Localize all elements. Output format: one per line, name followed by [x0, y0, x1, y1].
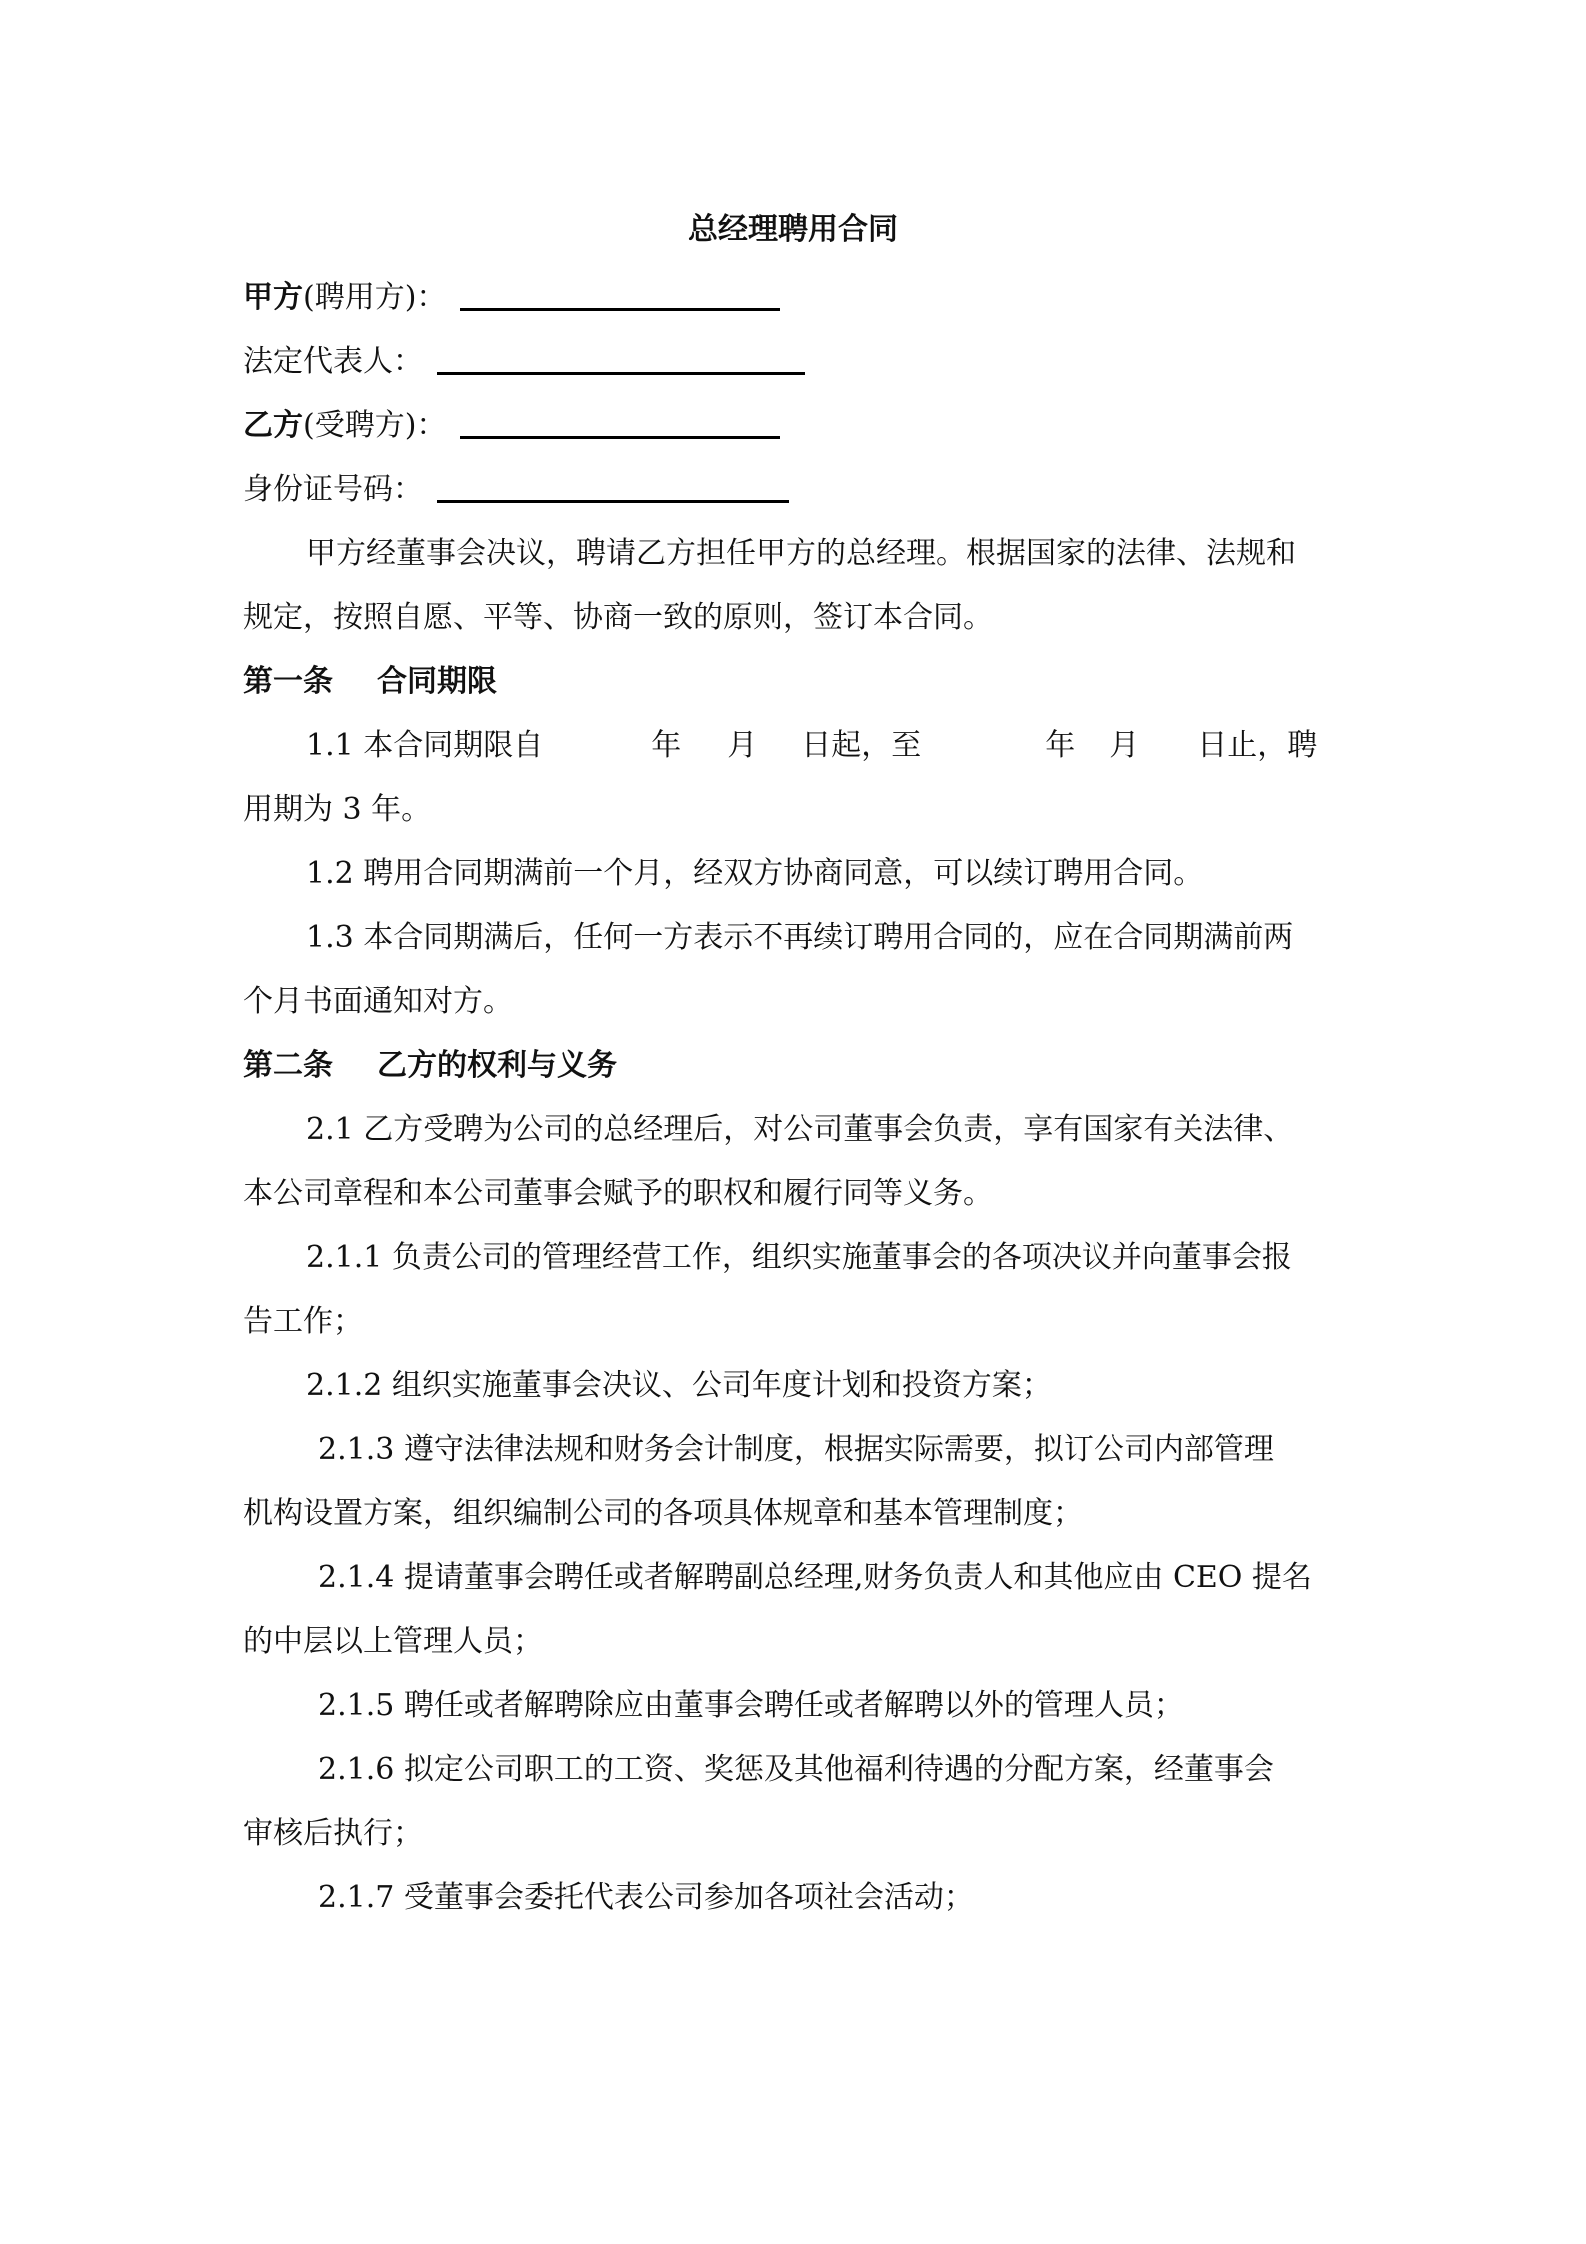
clause-1-2: 1.2 聘用合同期满前一个月，经双方协商同意，可以续订聘用合同。 [306, 856, 1204, 891]
clause-2-1-line-1: 2.1 乙方受聘为公司的总经理后，对公司董事会负责，享有国家有关法律、 [306, 1112, 1294, 1147]
field-legal-rep-label: 法定代表人： [243, 344, 423, 379]
clause-2-1-4-line-2: 的中层以上管理人员； [243, 1624, 543, 1659]
clause-1-1-tail: 聘 [1287, 728, 1318, 763]
clause-2-1-6-line-1: 2.1.6 拟定公司职工的工资、奖惩及其他福利待遇的分配方案，经董事会 [318, 1752, 1274, 1787]
section-2-heading [243, 1034, 1353, 1098]
clause-1-1-prefix: 1.1 本合同期限自 [306, 728, 544, 763]
field-party-a-label: (聘用方)： [303, 280, 447, 315]
id-number-blank[interactable] [437, 470, 789, 503]
clause-1-1-line-1 [243, 714, 1416, 778]
clause-2-1-6-line-2: 审核后执行； [243, 1816, 423, 1851]
field-id-number-label: 身份证号码： [243, 472, 423, 507]
clause-2-1-5: 2.1.5 聘任或者解聘除应由董事会聘任或者解聘以外的管理人员； [318, 1688, 1184, 1723]
clause-2-1-2: 2.1.2 组织实施董事会决议、公司年度计划和投资方案； [306, 1368, 1052, 1403]
field-party-a-label-bold: 甲方 [243, 280, 303, 315]
field-party-b [243, 394, 1353, 458]
clause-1-3-line-2: 个月书面通知对方。 [243, 984, 513, 1019]
start-year-unit: 年 [651, 728, 682, 763]
clause-1-3-line-1: 1.3 本合同期满后，任何一方表示不再续订聘用合同的，应在合同期满前两 [306, 920, 1294, 955]
clause-2-1-line-2: 本公司章程和本公司董事会赋予的职权和履行同等义务。 [243, 1176, 993, 1211]
clause-2-1-3-line-1: 2.1.3 遵守法律法规和财务会计制度，根据实际需要，拟订公司内部管理 [318, 1432, 1274, 1467]
clause-2-1-4-line-1: 2.1.4 提请董事会聘任或者解聘副总经理,财务负责人和其他应由 CEO 提名 [318, 1560, 1312, 1595]
start-day-unit: 日起， [801, 728, 892, 763]
intro-line-2: 规定，按照自愿、平等、协商一致的原则，签订本合同。 [243, 600, 993, 635]
section-2-title: 乙方的权利与义务 [377, 1048, 617, 1083]
clause-2-1-3-line-2: 机构设置方案，组织编制公司的各项具体规章和基本管理制度； [243, 1496, 1083, 1531]
end-year-unit: 年 [1045, 728, 1076, 763]
clause-2-1-1-line-1: 2.1.1 负责公司的管理经营工作，组织实施董事会的各项决议并向董事会报 [306, 1240, 1292, 1275]
clause-2-1-1-line-2: 告工作； [243, 1304, 363, 1339]
section-2-number: 第二条 [243, 1048, 333, 1083]
end-month-unit: 月 [1109, 728, 1140, 763]
party-a-blank[interactable] [460, 278, 780, 311]
section-1-title: 合同期限 [377, 664, 497, 699]
document-title: 总经理聘用合同 [688, 212, 898, 247]
clause-2-1-7: 2.1.7 受董事会委托代表公司参加各项社会活动； [318, 1880, 974, 1915]
field-party-a [243, 266, 1353, 330]
to-label: 至 [891, 728, 922, 763]
section-1-number: 第一条 [243, 664, 333, 699]
clause-1-1-line-2: 用期为 3 年。 [243, 792, 432, 827]
end-day-unit: 日止， [1197, 728, 1288, 763]
party-b-blank[interactable] [460, 406, 780, 439]
field-party-b-label-bold: 乙方 [243, 408, 303, 443]
field-legal-rep [243, 330, 1353, 394]
field-id-number [243, 458, 1353, 522]
section-1-heading [243, 650, 1353, 714]
field-party-b-label: (受聘方)： [303, 408, 447, 443]
intro-line-1: 甲方经董事会决议，聘请乙方担任甲方的总经理。根据国家的法律、法规和 [306, 536, 1296, 571]
start-month-unit: 月 [727, 728, 758, 763]
legal-rep-blank[interactable] [437, 342, 805, 375]
